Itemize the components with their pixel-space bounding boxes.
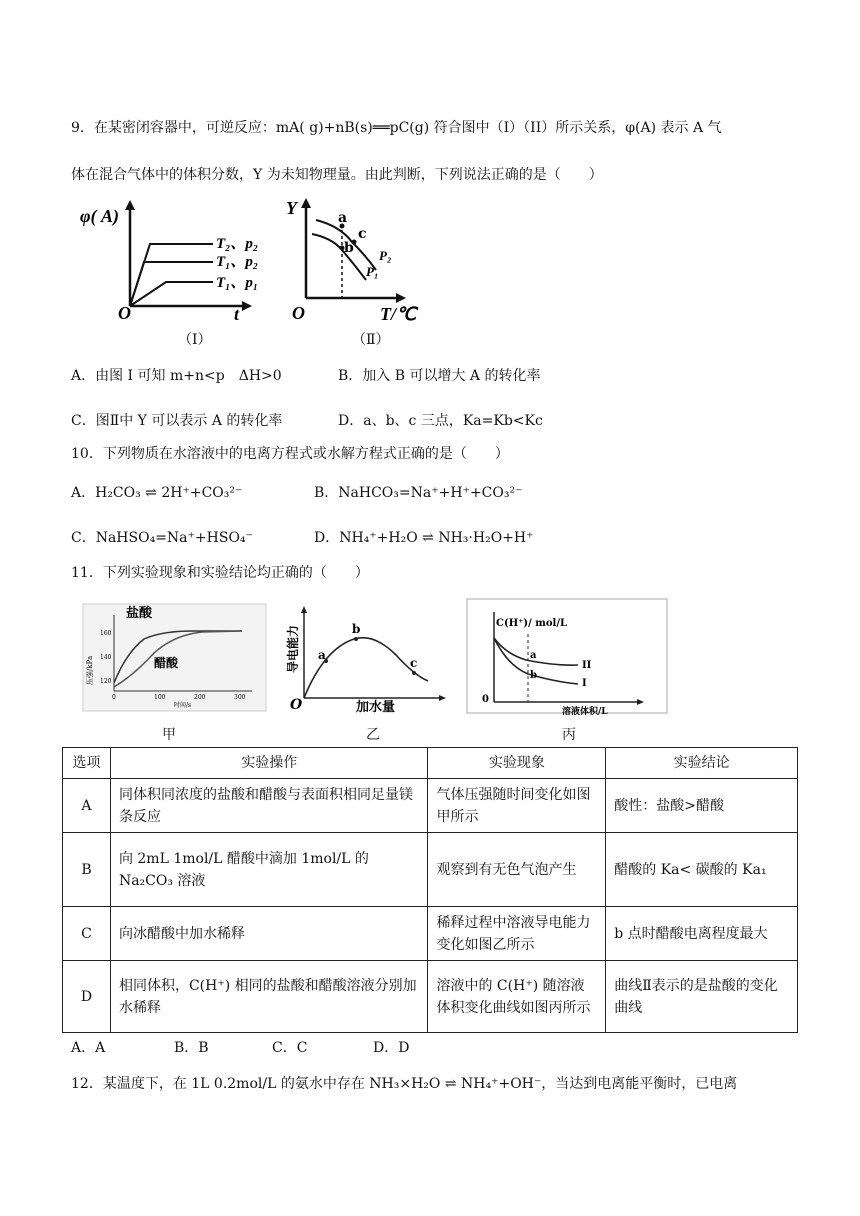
yi-ylabel: 导电能力 [286,624,300,673]
bing-ylabel: C(H⁺)/ mol/L [496,618,568,629]
q10-option-c: C．NaHSO₄=Na⁺+HSO₄⁻ [71,530,253,546]
q9-stem-line1: 9．在某密闭容器中，可逆反应：mA( g)+nB(s)══pC(g) 符合图中（I）（II）所示关系，φ(A) 表示 A 气 [71,120,722,136]
q9-option-c: C．图Ⅱ中 Y 可以表示 A 的转化率 [71,413,283,429]
q9-option-d: D．a、b、c 三点，Ka=Kb<Kc [338,413,543,429]
q11-choice-d: D．D [373,1040,410,1056]
yi-point-b: b [352,622,361,636]
row-operation: 向 2mL 1mol/L 醋酸中滴加 1mol/L 的 Na₂CO₃ 溶液 [110,833,428,907]
yi-xlabel: 加水量 [356,700,396,713]
fig2-origin: O [292,303,305,323]
fig2-point-b: b [344,240,354,256]
row-option: C [63,907,111,961]
table-row [63,907,798,961]
jia-label-hac: 醋酸 [154,656,179,670]
jia-xtick-2: 100 [154,694,166,701]
row-option: A [63,779,111,833]
fig2-caption: （Ⅱ） [352,332,390,348]
row-operation: 同体积同浓度的盐酸和醋酸与表面积相同足量镁条反应 [110,779,428,833]
fig2-curve-p1: P₁ [366,264,379,279]
fig2-xlabel: T/℃ [380,304,417,323]
q12-stem-line1: 12．某温度下，在 1L 0.2mol/L 的氨水中存在 NH₃×H₂O ⇌ NH₄⁺+OH⁻，当达到电离能平衡时，已电离 [71,1076,738,1092]
q10-option-d: D．NH₄⁺+H₂O ⇌ NH₃·H₂O+H⁺ [314,530,534,546]
q11-choice-a: A．A [71,1040,106,1056]
bing-origin: 0 [482,694,489,705]
q9-option-a: A．由图 I 可知 m+n<p ΔH>0 [71,368,282,384]
fig2-ylabel: Y [286,198,297,218]
fig1-curve-3: T₁、p₁ [216,275,258,291]
q10-stem: 10．下列物质在水溶液中的电离方程式或水解方程式正确的是（ ） [71,446,509,462]
table-row [63,961,798,1033]
q9-stem-line2: 体在混合气体中的体积分数，Y 为未知物理量。由此判断，下列说法正确的是（ ） [71,167,603,183]
q11-figure-bing [466,598,670,716]
table-row [63,779,798,833]
row-conclusion: 醋酸的 Ka< 碳酸的 Ka₁ [606,833,798,907]
fig1-xlabel: t [234,304,240,323]
q11-figure-yi [284,603,450,713]
yi-point-c: c [410,656,418,670]
q11-stem: 11．下列实验现象和实验结论均正确的（ ） [71,565,369,581]
fig1-origin: O [118,303,131,323]
row-phenomenon: 溶液中的 C(H⁺) 随溶液体积变化曲线如图丙所示 [428,961,606,1033]
jia-ylabel: 压强/kPa [86,655,94,685]
row-conclusion: 酸性：盐酸>醋酸 [606,779,798,833]
jia-label-hcl: 盐酸 [126,606,153,621]
jia-ytick-2: 140 [100,654,112,661]
q9-figure-2 [282,198,432,323]
row-option: B [63,833,111,907]
fig1-curve-2: T₁、p₂ [216,254,258,270]
bing-caption: 丙 [562,727,576,743]
header-conclusion: 实验结论 [606,748,798,779]
jia-ytick-3: 120 [100,678,112,685]
yi-origin: O [290,697,303,713]
q9-option-b: B．加入 B 可以增大 A 的转化率 [338,368,541,384]
bing-point-b: b [530,670,537,681]
q9-figure-1 [78,198,258,323]
bing-point-a: a [530,650,537,661]
jia-caption: 甲 [162,727,176,743]
jia-xtick-3: 200 [194,694,206,701]
fig2-point-c: c [358,226,367,242]
header-option: 选项 [63,748,111,779]
q11-table [62,747,798,1033]
header-operation: 实验操作 [110,748,428,779]
row-conclusion: 曲线Ⅱ表示的是盐酸的变化曲线 [606,961,798,1033]
fig1-caption: （I） [178,332,212,348]
jia-ytick-1: 160 [100,630,112,637]
q10-option-b: B．NaHCO₃=Na⁺+H⁺+CO₃²⁻ [314,485,523,501]
fig2-curve-p2: P₂ [379,248,392,263]
row-conclusion: b 点时醋酸电离程度最大 [606,907,798,961]
row-phenomenon: 观察到有无色气泡产生 [428,833,606,907]
row-option: D [63,961,111,1033]
table-row [63,833,798,907]
q10-option-a: A．H₂CO₃ ⇌ 2H⁺+CO₃²⁻ [71,485,243,501]
bing-curve-2: II [582,660,592,671]
q11-choice-c: C．C [272,1040,308,1056]
yi-caption: 乙 [366,727,380,743]
fig1-ylabel: φ( A) [80,206,120,226]
row-phenomenon: 气体压强随时间变化如图甲所示 [428,779,606,833]
row-operation: 相同体积，C(H⁺) 相同的盐酸和醋酸溶液分别加水稀释 [110,961,428,1033]
fig2-point-a: a [338,210,348,226]
bing-curve-1: I [582,678,587,689]
row-operation: 向冰醋酸中加水稀释 [110,907,428,961]
table-header-row [63,748,798,779]
q11-figure-jia [82,603,268,713]
bing-xlabel: 溶液体积/L [562,707,608,716]
fig1-curve-1: T₂、p₂ [216,236,258,252]
q11-choice-b: B．B [174,1040,209,1056]
jia-xtick-1: 0 [112,694,116,701]
header-phenomenon: 实验现象 [428,748,606,779]
jia-xlabel: 时间/s [174,702,192,709]
jia-xtick-4: 300 [234,694,246,701]
yi-point-a: a [318,648,326,662]
row-phenomenon: 稀释过程中溶液导电能力变化如图乙所示 [428,907,606,961]
